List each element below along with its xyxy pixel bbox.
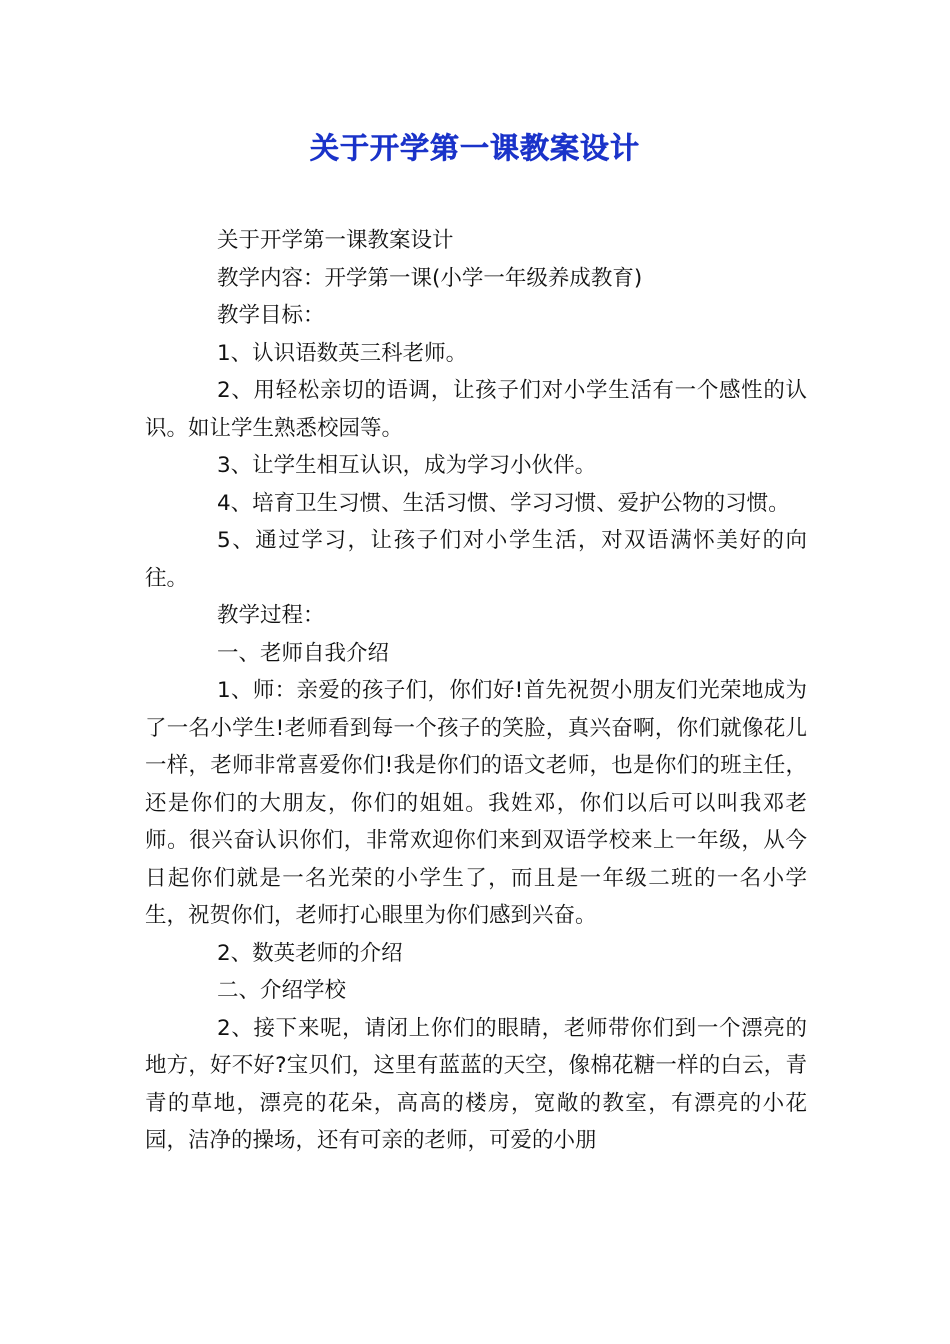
paragraph-objective-5: 5、通过学习，让孩子们对小学生活，对双语满怀美好的向往。 [145,528,807,591]
paragraph-school-intro: 2、接下来呢，请闭上你们的眼睛，老师带你们到一个漂亮的地方，好不好?宝贝们，这里有蓝蓝的天空，像棉花糖一样的白云，青青的草地，漂亮的花朵，高高的楼房，宽敞的教室，有漂亮的小花园，洁净的操场，还有可亲的老师，可爱的小朋 [145,1015,807,1153]
paragraph-objectives-label: 教学目标： [217,303,325,328]
paragraph-content: 教学内容：开学第一课(小学一年级养成教育) [217,265,643,291]
paragraph-objective-1: 1、认识语数英三科老师。 [217,340,468,366]
paragraph-section-1: 一、老师自我介绍 [217,640,390,666]
paragraph-other-teachers: 2、数英老师的介绍 [217,940,403,966]
paragraph-objective-2: 2、用轻松亲切的语调，让孩子们对小学生活有一个感性的认识。如让学生熟悉校园等。 [145,378,807,441]
paragraph-section-2: 二、介绍学校 [217,978,347,1003]
paragraph-objective-3: 3、让学生相互认识，成为学习小伙伴。 [217,453,597,478]
paragraph-objective-4: 4、培育卫生习惯、生活习惯、学习习惯、爱护公物的习惯。 [217,490,790,516]
paragraph-process-label: 教学过程： [217,603,325,628]
document-body [145,222,807,1160]
paragraph-teacher-intro: 1、师：亲爱的孩子们，你们好!首先祝贺小朋友们光荣地成为了一名小学生!老师看到每一个孩子的笑脸，真兴奋啊，你们就像花儿一样，老师非常喜爱你们!我是你们的语文老师，也是你们的班主任，还是你们的大朋友，你们的姐姐。我姓邓，你们以后可以叫我邓老师。很兴奋认识你们，非常欢迎你们来到双语学校来上一年级，从今日起你们就是一名光荣的小学生了，而且是一年级二班的一名小学生，祝贺你们，老师打心眼里为你们感到兴奋。 [145,678,807,928]
paragraph-heading: 关于开学第一课教案设计 [217,228,454,253]
document-title: 关于开学第一课教案设计 [309,131,640,165]
